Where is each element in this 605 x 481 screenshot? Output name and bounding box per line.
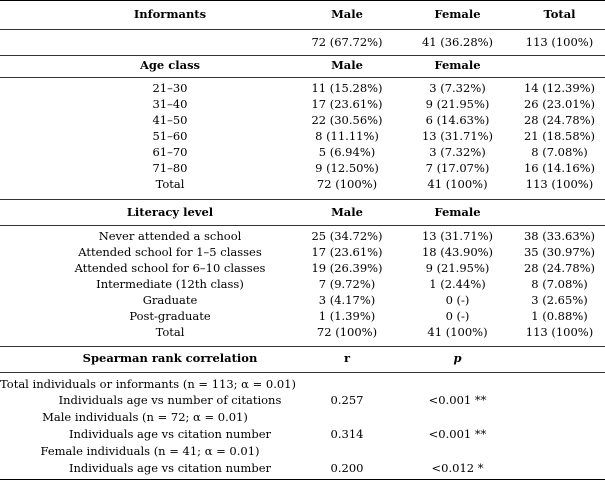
header-female: Female (434, 7, 481, 21)
group-label-male: Male individuals (n = 72; α = 0.01) (42, 410, 248, 424)
age-header-row (0, 57, 605, 74)
row-p: <0.001 ** (428, 427, 487, 441)
literacy-heading: Literacy level (126, 205, 214, 219)
row-female: 0 (-) (445, 293, 470, 307)
row-male: 1 (1.39%) (318, 309, 376, 323)
table-row (0, 160, 605, 177)
row-total: 21 (18.58%) (523, 129, 596, 143)
table-row (0, 260, 605, 277)
row-total: 3 (2.65%) (531, 293, 588, 307)
table-row (0, 292, 605, 309)
spearman-header-row (0, 350, 605, 367)
row-male: 7 (9.72%) (318, 277, 376, 291)
group-row (0, 376, 605, 393)
age-section-rule (0, 55, 605, 56)
row-female: 9 (21.95%) (425, 97, 490, 111)
spearman-heading: Spearman rank correlation (82, 351, 258, 365)
table-row (0, 128, 605, 145)
row-label: Attended school for 6–10 classes (74, 261, 266, 275)
row-male: 5 (6.94%) (318, 145, 376, 159)
row-total: 8 (7.08%) (531, 277, 588, 291)
row-male: 72 (100%) (316, 177, 378, 191)
spearman-header-rule (0, 372, 605, 373)
row-total: 26 (23.01%) (523, 97, 596, 111)
table-row (0, 176, 605, 193)
table-row (0, 392, 605, 409)
row-female: 41 (100%) (427, 325, 488, 339)
row-female: 18 (43.90%) (421, 245, 494, 259)
row-label: 41–50 (152, 113, 188, 127)
row-total: 35 (30.97%) (523, 245, 596, 259)
row-female: 6 (14.63%) (425, 113, 490, 127)
table-row (0, 324, 605, 341)
row-total: 28 (24.78%) (523, 113, 596, 127)
table-bottom-rule (0, 479, 605, 480)
row-total: 16 (14.16%) (523, 161, 596, 175)
age-female-heading: Female (434, 58, 481, 72)
row-total: 1 (0.88%) (531, 309, 588, 323)
row-label: Post-graduate (129, 309, 211, 323)
table-row (0, 460, 605, 477)
row-label: Attended school for 1–5 classes (78, 245, 262, 259)
row-label: Total (155, 325, 185, 339)
group-row (0, 443, 605, 460)
table-row (0, 276, 605, 293)
literacy-male-heading: Male (331, 205, 363, 219)
row-label: 31–40 (152, 97, 188, 111)
totals-male: 72 (67.72%) (311, 35, 383, 49)
spearman-r-heading: r (343, 351, 351, 365)
row-male: 17 (23.61%) (311, 245, 383, 259)
table-row (0, 96, 605, 113)
row-label: 61–70 (152, 145, 188, 159)
row-label: 71–80 (152, 161, 188, 175)
row-label: 51–60 (152, 129, 188, 143)
row-total: 113 (100%) (525, 177, 594, 191)
table-top-rule (0, 0, 605, 1)
age-heading: Age class (139, 58, 201, 72)
row-female: 9 (21.95%) (425, 261, 490, 275)
row-male: 72 (100%) (316, 325, 378, 339)
group-row (0, 409, 605, 426)
row-total: 28 (24.78%) (523, 261, 596, 275)
age-header-rule (0, 77, 605, 78)
totals-row (0, 34, 605, 51)
group-label-female: Female individuals (n = 41; α = 0.01) (40, 444, 260, 458)
row-female: 3 (7.32%) (429, 81, 486, 95)
row-label: Individuals age vs number of citations (58, 393, 282, 407)
table-row (0, 426, 605, 443)
spearman-section-rule (0, 346, 605, 347)
row-male: 17 (23.61%) (311, 97, 383, 111)
row-female: 41 (100%) (427, 177, 488, 191)
row-p: <0.012 * (431, 461, 484, 475)
totals-female: 41 (36.28%) (421, 35, 494, 49)
row-total: 38 (33.63%) (523, 229, 596, 243)
table-row (0, 144, 605, 161)
row-label: Never attended a school (98, 229, 242, 243)
row-label: Individuals age vs citation number (68, 427, 272, 441)
header-male: Male (331, 7, 363, 21)
row-label: Individuals age vs citation number (68, 461, 272, 475)
literacy-female-heading: Female (434, 205, 481, 219)
row-male: 11 (15.28%) (311, 81, 383, 95)
table-row (0, 80, 605, 97)
row-male: 3 (4.17%) (318, 293, 376, 307)
table-row (0, 244, 605, 261)
literacy-section-rule (0, 199, 605, 200)
row-female: 13 (31.71%) (421, 229, 494, 243)
spearman-p-heading: p (453, 351, 462, 365)
row-total: 113 (100%) (525, 325, 594, 339)
row-r: 0.314 (330, 427, 364, 441)
row-label: Graduate (142, 293, 198, 307)
row-male: 9 (12.50%) (315, 161, 379, 175)
row-female: 7 (17.07%) (425, 161, 490, 175)
row-r: 0.257 (330, 393, 364, 407)
row-total: 8 (7.08%) (531, 145, 588, 159)
group-label-total: Total individuals or informants (n = 113; α = 0.01) (0, 377, 296, 391)
row-label: 21–30 (152, 81, 188, 95)
row-male: 8 (11.11%) (315, 129, 379, 143)
totals-total: 113 (100%) (525, 35, 594, 49)
table-row (0, 308, 605, 325)
row-female: 1 (2.44%) (429, 277, 486, 291)
row-male: 19 (26.39%) (311, 261, 383, 275)
header-informants: Informants (133, 7, 207, 21)
row-female: 3 (7.32%) (429, 145, 486, 159)
row-label: Intermediate (12th class) (96, 277, 244, 291)
row-total: 14 (12.39%) (523, 81, 596, 95)
literacy-header-row (0, 204, 605, 221)
table-row (0, 228, 605, 245)
row-male: 22 (30.56%) (311, 113, 383, 127)
header-rule (0, 29, 605, 30)
row-label: Total (155, 177, 185, 191)
table-header-row (0, 6, 605, 23)
table-row (0, 112, 605, 129)
row-female: 13 (31.71%) (421, 129, 494, 143)
literacy-header-rule (0, 225, 605, 226)
age-male-heading: Male (331, 58, 363, 72)
row-female: 0 (-) (445, 309, 470, 323)
row-p: <0.001 ** (428, 393, 487, 407)
header-total: Total (543, 7, 576, 21)
row-r: 0.200 (330, 461, 364, 475)
row-male: 25 (34.72%) (311, 229, 383, 243)
